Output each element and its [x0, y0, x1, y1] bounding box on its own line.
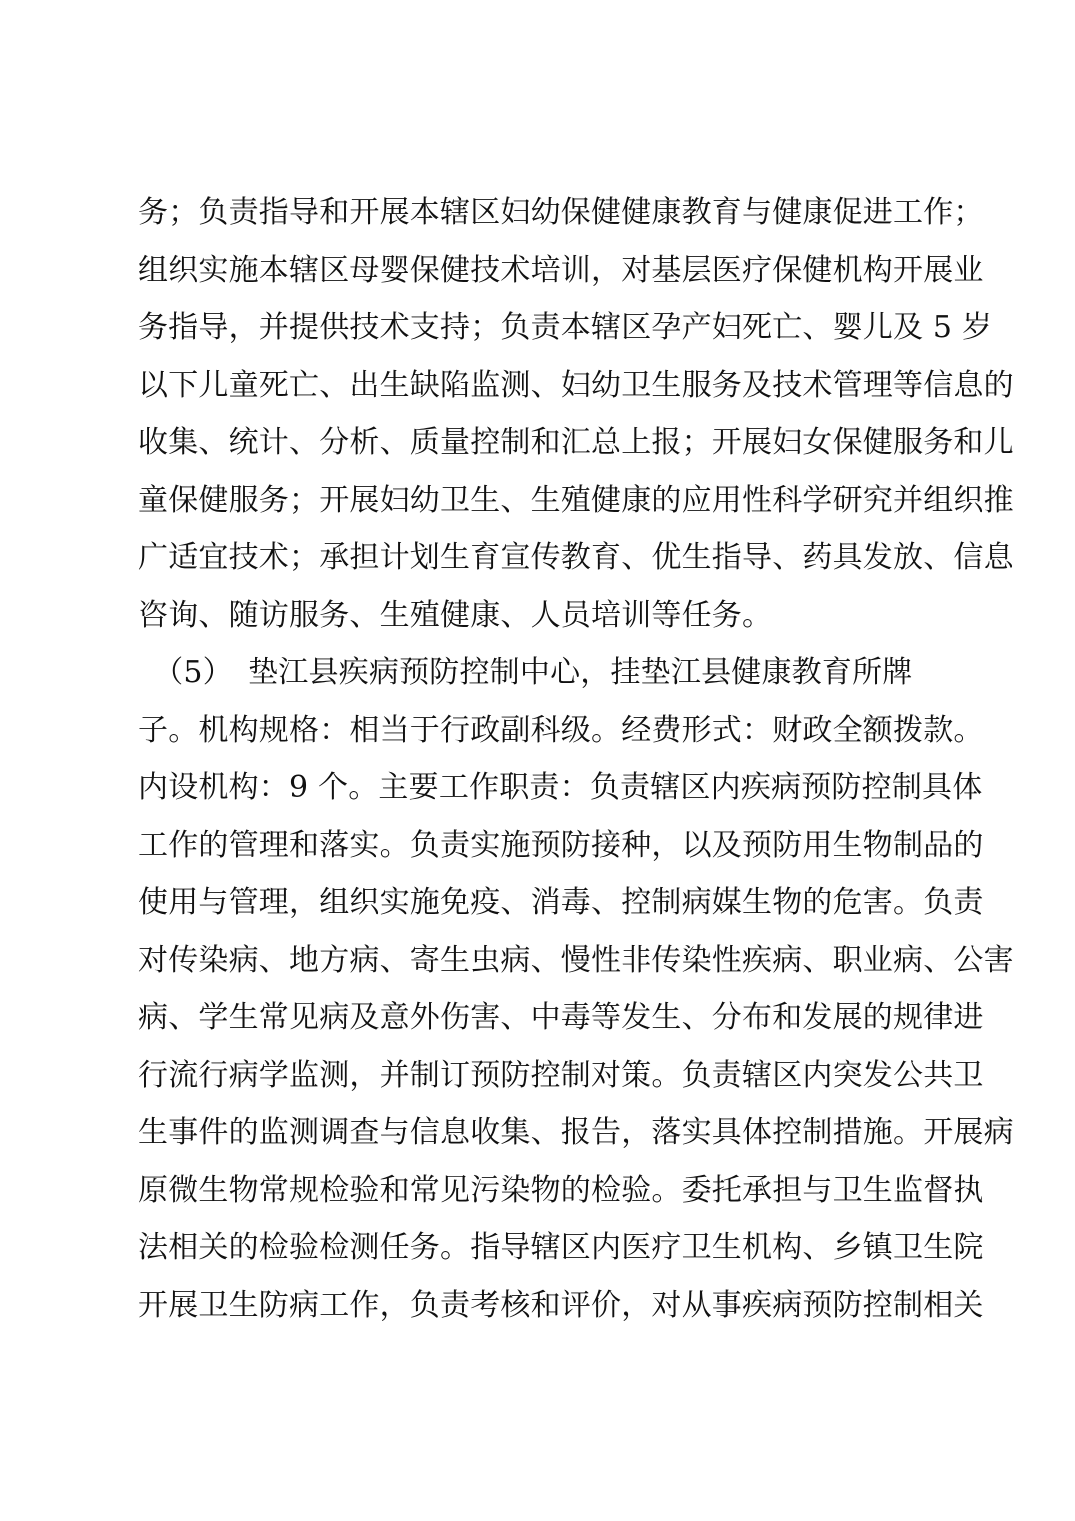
- text-line: 生事件的监测调查与信息收集、报告，落实具体控制措施。开展病: [138, 1115, 1014, 1150]
- text-line: 子。机构规格：相当于行政副科级。经费形式：财政全额拨款。: [138, 712, 984, 748]
- text-line: 广适宜技术；承担计划生育宣传教育、优生指导、药具发放、信息: [138, 540, 1014, 575]
- text-line: 内设机构：9 个。主要工作职责：负责辖区内疾病预防控制具体: [138, 770, 983, 805]
- text-line: 工作的管理和落实。负责实施预防接种，以及预防用生物制品的: [138, 827, 984, 863]
- text-line: 收集、统计、分析、质量控制和汇总上报；开展妇女保健服务和儿: [138, 425, 1014, 460]
- text-line: 使用与管理，组织实施免疫、消毒、控制病媒生物的危害。负责: [138, 885, 984, 920]
- text-line: 病、学生常见病及意外伤害、中毒等发生、分布和发展的规律进: [138, 1000, 984, 1035]
- text-line: 对传染病、地方病、寄生虫病、慢性非传染性疾病、职业病、公害: [138, 942, 1014, 978]
- text-line: 务；负责指导和开展本辖区妇幼保健健康教育与健康促进工作；: [138, 195, 984, 230]
- text-line: 咨询、随访服务、生殖健康、人员培训等任务。: [138, 597, 773, 633]
- text-line: 童保健服务；开展妇幼卫生、生殖健康的应用性科学研究并组织推: [138, 482, 1014, 518]
- text-line: 以下儿童死亡、出生缺陷监测、妇幼卫生服务及技术管理等信息的: [138, 367, 1014, 403]
- paragraph-maternal-child-health-duties: [138, 184, 1014, 644]
- text-line: 务指导，并提供技术支持；负责本辖区孕产妇死亡、婴儿及 5 岁: [138, 310, 993, 345]
- text-line: （5） 垫江县疾病预防控制中心，挂垫江县健康教育所牌: [138, 655, 913, 690]
- body-text: [138, 184, 1014, 1334]
- text-line: 开展卫生防病工作，负责考核和评价，对从事疾病预防控制相关: [138, 1287, 984, 1323]
- text-line: 行流行病学监测，并制订预防控制对策。负责辖区内突发公共卫: [138, 1057, 984, 1093]
- text-line: 原微生物常规检验和常见污染物的检验。委托承担与卫生监督执: [138, 1172, 984, 1208]
- text-line: 法相关的检验检测任务。指导辖区内医疗卫生机构、乡镇卫生院: [138, 1230, 984, 1265]
- paragraph-cdc-duties: [138, 644, 1014, 1334]
- text-line: 组织实施本辖区母婴保健技术培训，对基层医疗保健机构开展业: [138, 252, 984, 288]
